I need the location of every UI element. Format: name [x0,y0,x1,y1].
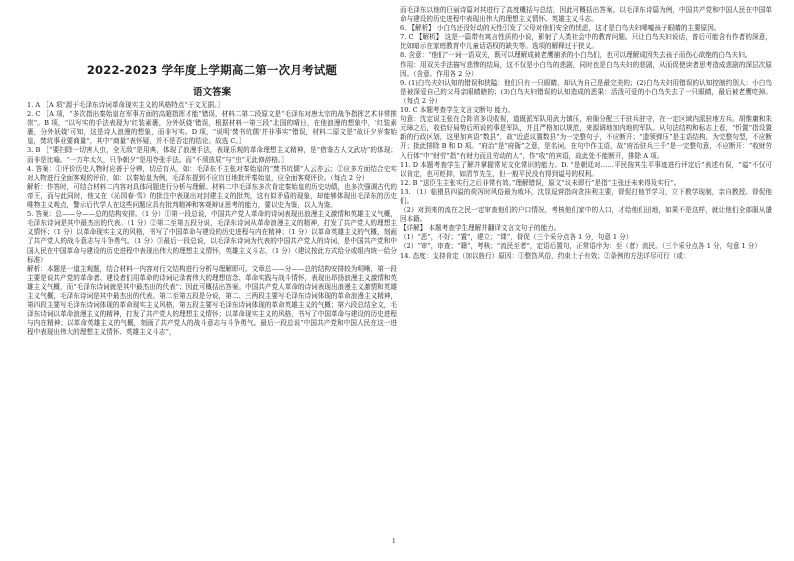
right-column [400,6,772,261]
answer-paragraph: 10. C 本题考查学生文言文断句 能力。 [400,106,515,115]
left-column [27,101,397,337]
answer-paragraph: 2. C ［A 项，“多次指出秦始皇在军事方面的高超指挥才能”错误，材料二第二段原文是“毛泽东对唐太宗的战争指挥艺术非常推崇”。B 项，“以写实的手法表现为‘红装素裹，分外妖娆’错误，根据材料一第三段“北国的晴日，在他浪漫的想象中，‘红装素裹，分外妖娆’可知，这是诗人浪漫的想象，而非写实。D 项，“说明‘焚书坑儒’并非事实”错误，材料二原文是“故讦夕岁秦始皇，焚坑事业要商量”，其中“商量”表怀疑，并不是否定的结论。故选 C。］ [27,110,397,146]
answer-paragraph: 9. (1)白鸟夫妇认知的错误和狭隘：他们只有一只眼睛，却认为自己是最完美的；(2)白鸟夫妇用错误的认知控制约别人：小白鸟是被深爱自己的父母亲眼睛瞎的；(3)白鸟夫妇错误的认知造成的恶果：活泼可爱的小白鸟失去了一只眼睛，最后被老鹰吃掉。（每点 2 分） [400,78,772,105]
answer-paragraph: 句意：沈定说主张在合阵省多设收视，道既派军队用武力镇压，府衙分配三千驻兵驻守，在一定区域内派驻地方兵。胡惟庸和朱元璋之后，收拾好局势后所说的事是军队，并且严格加以规范，来源调地加内地的军队。从句法结构和标志上看，“忻置”指设置新的行政区划，这里加宾语“数县”，故“近虑议置数县”为一完整句子，不应断开；“遗领弹压”是主语结构，为完整句型，不应断开；批此排除 B 和 D 项。“府治”是“府衙”之意，是名词，在句中作主语，故“府治驻兵三千”是一完整句意，不应断开：“收财劳入行体”中“财劳”指“有财力而且劳动的人”，作“收”的宾语，故此处不能断开，排除 A 项。 [400,115,772,160]
answer-paragraph: 8. 含意：“他们”一词一语双关，既可以理解成被老鹰捕杀的小白鸟们，也可以理解成因失去孩子而伤心欲绝的白鸟夫妇。 [400,51,752,60]
answer-paragraph: 作用：用双关手法描写悲惨的结局，这不仅是小白鸟的悲剧，同时也是白鸟夫妇的悲剧，从而促使读者思考造成悲剧的深层次原因。（含意、作用各 2 分） [400,60,772,78]
answer-paragraph: 12. B “送臣生主张实行之后非常有效。”理解错误，原文“议未即行”是指“主张还未来得及实行”。 [400,178,681,187]
answer-paragraph: 14. 态度：支持肯定（加以旌行）原因：①整饬风俗，约束士子有效；②条例的方法详尽可行（或： [400,251,690,260]
answer-paragraph: 而毛泽东以他的巨丽诗篇对其进行了高度概括与总结，因此可概括出答案。以毛泽东诗篇为例，中国共产党和中国人民在中国革命与建设的历史进程中表现出伟大的理想主义情怀、英雄主义斗志。 [400,6,772,24]
answer-paragraph: （1）“恶”，不好；“置”，建立；“课”，督促（三个采分点各 1 分，句意 1 分） [400,233,633,242]
answer-paragraph: 7. C 【解析】 这是一篇带有寓言性质的小说，影射了人类社会中的教育问题。只让白鸟夫妇说话，普后可能含有作者的深意，比如暗示在家庭教育中儿童话语权的缺失等。选项的解释过于狭义。 [400,33,772,51]
answer-paragraph: 11. D 本题考查学生了解并掌握常见文化常识的能力。D. “是朝廷对……平民按其生平事迹进行评定后”表述有误，“谥”不仅可以肯定，也可贬抑，如清节先生，但一般平民没有得到谥号的权利。 [400,160,772,178]
answer-paragraph: 5. 答案：总——分——总的结构安排。（1 分）①第一段总说，中国共产党人革命的诗词表现出浪漫主义激情和英雄主义气概，毛泽东诗词是其中最杰出的代表。（1 分）②第二至第五段分说，毛泽东诗词从革命浪漫主义的精神，打发了共产党人的理想主义情怀；（1 分）以革命现实主义的风格，书写了中国革命与建设的历史进程与内在精神；（1 分）以革命英雄主义的气概，刻画了共产党人的战斗意志与斗争勇气。（1 分）③最后一段总说，以毛泽东诗词为代表的中国共产党人的诗词，是中国共产党和中国人民在中国革命与建设的历史进程中表现出伟大的理想主义情怀，英雄主义斗志，（1 分）（建议按此方式给分或组内统一给分标准） [27,210,397,264]
answer-paragraph: 【详解】 本题考查学生理解并翻译文言文句子的能力。 [400,224,561,233]
page-number: 1 [392,537,396,545]
answer-paragraph: 解析：本题是一道主观题，结合材料一内容对行文结构进行分析与理解即可。文章总——分——总的结构安排较为明晰，第一段主要是说共产党的革命者、建设者们用革命的诗词记录着伟大的理想信念、革命实践与战斗情怀，表现出昂扬浪漫主义激情和英雄主义气概，而“毛泽东诗词就是其中最杰出的代表”；因此可概括出答案。中国共产党人革命的诗词表现出浪漫主义激情和英雄主义气概，毛泽东诗词是其中最杰出的代表。第二至第五段是分说，第二、三两段主要写毛泽东诗词体现的革命浪漫主义精神，第四段主要写毛泽东诗词体现的革命现实主义风格，第五段主要写毛泽东诗词体现的革命英雄主义的气概；第六段总结全文，毛泽东诗词以革命浪漫主义的精神，打发了共产党人的理想主义情怀；以革命现实主义的风格，书写了中国革命与建设的历史进程与内在精神；以革命英雄主义的气概，刻画了共产党人的战斗意志与斗争勇气。最后一段总说“中国共产党和中国人民在这一进程中表现出伟大的理想主义情怀、英雄主义斗志”， [27,264,397,337]
answer-paragraph: （2）对到来的流在之民一定审查他们的户口情况，考核他们家中的人口，才给他们田地，如果不是这样，就让他们全部服从遣回本籍。 [400,206,772,224]
answer-paragraph: 13. （1）临猾县四溢的荷泻时风俗最为败坏，沈显逗营指向贪挂利主要，督促打他节学习，立下教学现制，亲自教授、督促他们。 [400,187,772,205]
answer-paragraph: 1. A ［A 项“源于毛泽东诗词革命现实主义的风格特点”于文无据。］ [27,101,224,109]
answer-paragraph: 3. B ［“要扫除一切害人虫，全无敌”是用典，体现了浪漫手法，表现乐观的革命理想主义精神，是“借鉴古人文武功”的体现；而非是比喻。“一万年太久，只争朝夕”是用夸张手法。而“不须放屁”与“虫”无此修辞格。］ [27,146,397,164]
answer-paragraph: （2）“审”，审查；“籍”，考核；“流民至者”，定语后置句，正常语序为：至（者）流民。（三个采分点各 1 分，句意 1 分） [400,242,761,251]
answer-subtitle: 语文答案 [192,87,231,98]
answer-paragraph: 解析：作答时，可结合材料二内容对具体问题进行分析与理解。材料二中毛泽东多次肯定秦始皇的历史功绩，也多次强调古代的帝王，而与此同时，他又在《沁园春·雪》的批注中表现出对封建主义的批判，这有似矛盾的现象，却能够体现出毛泽东的历史唯物主义观点，警示后代学人在这些问题应具有批判精神和客观辩证思考的能力，要以史为鉴，以人为鉴。 [27,182,397,210]
answer-paragraph: 6. 【解析】 小白鸟还没好动的天性引发了父母对他们安全的忧虑，这才是白鸟夫妇唏嘘孩子眼睛的主要原因。 [400,24,721,33]
answer-paragraph: 4. 答案：①评价历史人物时应善于分辨，切忌盲从，如：毛泽东不主张对秦始皇的“焚书坑儒”人云亦云；②应多方面结合史实对人物进行全面客观的评价，如：以秦始皇为例，毛泽东提到不应盲目地批评秦始皇，应全面客观评价。（每点 2 分） [27,164,397,182]
exam-title: 2022-2023 学年度上学期高二第一次月考试题 [86,63,338,77]
